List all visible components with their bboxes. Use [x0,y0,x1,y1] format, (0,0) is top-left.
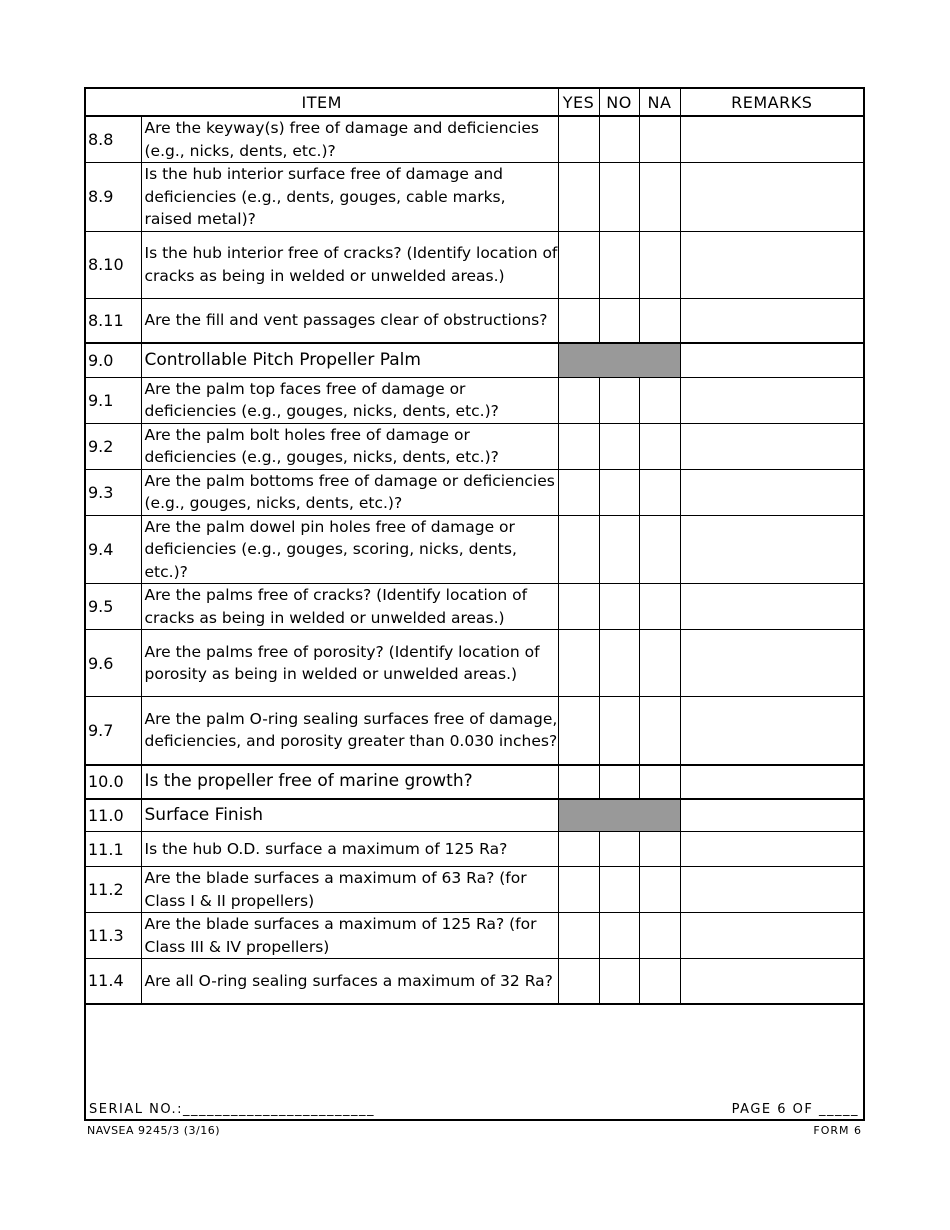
item-question: Are the palm top faces free of damage or deficiencies (e.g., gouges, nicks, dents, etc.)? [141,377,558,423]
remarks-cell[interactable] [680,469,863,515]
item-number: 8.8 [86,116,141,163]
column-header-remarks: REMARKS [680,89,863,116]
table-row [86,832,863,867]
page-number-field: PAGE 6 OF _____ [731,1102,859,1117]
remarks-cell[interactable] [680,515,863,584]
yes-checkbox-cell[interactable] [558,423,599,469]
shaded-answer-block [558,799,680,832]
form-number: FORM 6 [813,1124,862,1137]
remarks-cell[interactable] [680,799,863,832]
no-checkbox-cell[interactable] [599,116,639,163]
remarks-cell[interactable] [680,913,863,959]
section-row [86,799,863,832]
table-row [86,231,863,298]
inspection-table [86,89,863,1005]
yes-checkbox-cell[interactable] [558,765,599,799]
no-checkbox-cell[interactable] [599,377,639,423]
na-checkbox-cell[interactable] [639,231,680,298]
remarks-cell[interactable] [680,697,863,765]
na-checkbox-cell[interactable] [639,469,680,515]
item-question: Are the palm dowel pin holes free of damage or deficiencies (e.g., gouges, scoring, nicks, dents, etc.)? [141,515,558,584]
table-row [86,630,863,697]
item-number: 9.7 [86,697,141,765]
item-number: 8.10 [86,231,141,298]
yes-checkbox-cell[interactable] [558,697,599,765]
table-row [86,584,863,630]
yes-checkbox-cell[interactable] [558,231,599,298]
item-number: 9.6 [86,630,141,697]
item-question: Are the palm bottoms free of damage or deficiencies (e.g., gouges, nicks, dents, etc.)? [141,469,558,515]
remarks-cell[interactable] [680,832,863,867]
na-checkbox-cell[interactable] [639,697,680,765]
table-row [86,423,863,469]
item-number: 9.0 [86,343,141,377]
na-checkbox-cell[interactable] [639,515,680,584]
na-checkbox-cell[interactable] [639,630,680,697]
yes-checkbox-cell[interactable] [558,377,599,423]
remarks-cell[interactable] [680,116,863,163]
no-checkbox-cell[interactable] [599,832,639,867]
remarks-cell[interactable] [680,630,863,697]
na-checkbox-cell[interactable] [639,959,680,1004]
item-number: 9.4 [86,515,141,584]
no-checkbox-cell[interactable] [599,913,639,959]
item-question: Are the palms free of porosity? (Identify location of porosity as being in welded or unwelded areas.) [141,630,558,697]
section-row [86,765,863,799]
column-header-no: NO [599,89,639,116]
table-row [86,959,863,1004]
remarks-cell[interactable] [680,231,863,298]
table-row [86,298,863,343]
shaded-answer-block [558,343,680,377]
no-checkbox-cell[interactable] [599,163,639,232]
section-row [86,343,863,377]
yes-checkbox-cell[interactable] [558,959,599,1004]
remarks-cell[interactable] [680,423,863,469]
no-checkbox-cell[interactable] [599,765,639,799]
yes-checkbox-cell[interactable] [558,913,599,959]
table-row [86,469,863,515]
yes-checkbox-cell[interactable] [558,832,599,867]
serial-number-field: SERIAL NO.:________________________ [89,1102,376,1117]
yes-checkbox-cell[interactable] [558,469,599,515]
item-number: 9.2 [86,423,141,469]
section-title: Surface Finish [141,799,558,832]
item-number: 9.5 [86,584,141,630]
item-number: 9.3 [86,469,141,515]
no-checkbox-cell[interactable] [599,231,639,298]
column-header-item: ITEM [86,89,558,116]
yes-checkbox-cell[interactable] [558,163,599,232]
table-header-row [86,89,863,116]
na-checkbox-cell[interactable] [639,163,680,232]
na-checkbox-cell[interactable] [639,765,680,799]
item-number: 8.11 [86,298,141,343]
table-body [86,116,863,1004]
no-checkbox-cell[interactable] [599,867,639,913]
section-title: Controllable Pitch Propeller Palm [141,343,558,377]
na-checkbox-cell[interactable] [639,298,680,343]
table-row [86,163,863,232]
column-header-yes: YES [558,89,599,116]
remarks-cell[interactable] [680,377,863,423]
no-checkbox-cell[interactable] [599,298,639,343]
item-question: Are the palm bolt holes free of damage or deficiencies (e.g., gouges, nicks, dents, etc.)? [141,423,558,469]
na-checkbox-cell[interactable] [639,584,680,630]
item-number: 11.1 [86,832,141,867]
column-header-na: NA [639,89,680,116]
no-checkbox-cell[interactable] [599,515,639,584]
item-question: Are the keyway(s) free of damage and deficiencies (e.g., nicks, dents, etc.)? [141,116,558,163]
item-question: Are the palm O-ring sealing surfaces free of damage, deficiencies, and porosity greater than 0.030 inches? [141,697,558,765]
table-row [86,377,863,423]
item-question: Is the hub interior free of cracks? (Identify location of cracks as being in welded or unwelded areas.) [141,231,558,298]
na-checkbox-cell[interactable] [639,116,680,163]
table-row [86,515,863,584]
item-number: 11.3 [86,913,141,959]
inspection-form-frame [84,87,865,1121]
item-number: 9.1 [86,377,141,423]
no-checkbox-cell[interactable] [599,697,639,765]
no-checkbox-cell[interactable] [599,584,639,630]
yes-checkbox-cell[interactable] [558,584,599,630]
table-row [86,913,863,959]
remarks-cell[interactable] [680,584,863,630]
section-title: Is the propeller free of marine growth? [141,765,558,799]
item-number: 8.9 [86,163,141,232]
yes-checkbox-cell[interactable] [558,298,599,343]
item-number: 11.4 [86,959,141,1004]
no-checkbox-cell[interactable] [599,423,639,469]
yes-checkbox-cell[interactable] [558,867,599,913]
na-checkbox-cell[interactable] [639,913,680,959]
no-checkbox-cell[interactable] [599,469,639,515]
yes-checkbox-cell[interactable] [558,515,599,584]
item-question: Are the palms free of cracks? (Identify location of cracks as being in welded or unwelded areas.) [141,584,558,630]
na-checkbox-cell[interactable] [639,867,680,913]
no-checkbox-cell[interactable] [599,630,639,697]
table-row [86,697,863,765]
no-checkbox-cell[interactable] [599,959,639,1004]
item-number: 11.0 [86,799,141,832]
yes-checkbox-cell[interactable] [558,116,599,163]
item-question: Are the blade surfaces a maximum of 125 Ra? (for Class III & IV propellers) [141,913,558,959]
item-question: Are the fill and vent passages clear of obstructions? [141,298,558,343]
remarks-cell[interactable] [680,298,863,343]
na-checkbox-cell[interactable] [639,377,680,423]
remarks-cell[interactable] [680,959,863,1004]
yes-checkbox-cell[interactable] [558,630,599,697]
item-question: Is the hub O.D. surface a maximum of 125 Ra? [141,832,558,867]
item-number: 10.0 [86,765,141,799]
na-checkbox-cell[interactable] [639,423,680,469]
form-identifier: NAVSEA 9245/3 (3/16) [87,1124,221,1137]
na-checkbox-cell[interactable] [639,832,680,867]
remarks-cell[interactable] [680,765,863,799]
item-question: Are all O-ring sealing surfaces a maximum of 32 Ra? [141,959,558,1004]
table-row [86,867,863,913]
remarks-cell[interactable] [680,163,863,232]
item-number: 11.2 [86,867,141,913]
table-row [86,116,863,163]
item-question: Are the blade surfaces a maximum of 63 Ra? (for Class I & II propellers) [141,867,558,913]
item-question: Is the hub interior surface free of damage and deficiencies (e.g., dents, gouges, cable marks, raised metal)? [141,163,558,232]
remarks-cell[interactable] [680,343,863,377]
remarks-cell[interactable] [680,867,863,913]
